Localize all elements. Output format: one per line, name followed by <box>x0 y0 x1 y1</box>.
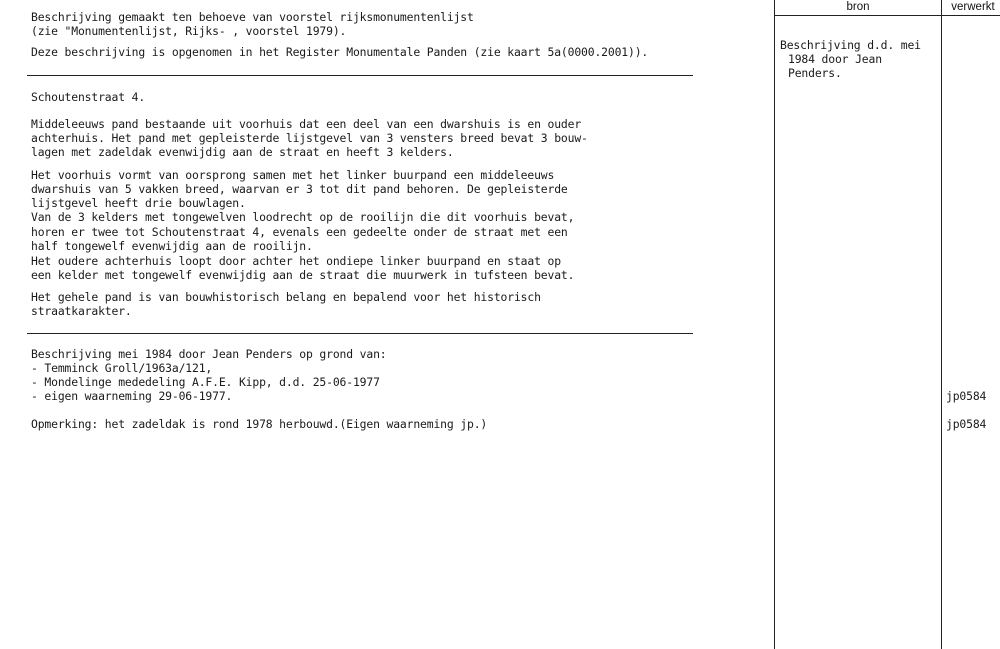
sources-line-3: - Mondelinge mededeling A.F.E. Kipp, d.d. 25-06-1977 <box>31 375 380 389</box>
bron-line-2: 1984 door Jean <box>788 52 882 66</box>
divider-2 <box>27 333 693 334</box>
para1-line-2: achterhuis. Het pand met gepleisterde lijstgevel van 3 vensters breed bevat 3 bouw- <box>31 131 588 145</box>
header-underline <box>774 15 1000 16</box>
column-divider-left <box>774 0 775 649</box>
para1-line-3: lagen met zadeldak evenwijdig aan de straat en heeft 3 kelders. <box>31 145 454 159</box>
verwerkt-column-header: verwerkt <box>951 1 995 13</box>
para2-line-5: horen er twee tot Schoutenstraat 4, evenals een gedeelte onder de straat met een <box>31 225 568 239</box>
para1-line-1: Middeleeuws pand bestaande uit voorhuis dat een deel van een dwarshuis is en ouder <box>31 117 582 131</box>
para2-line-7: Het oudere achterhuis loopt door achter het ondiepe linker buurpand en staat op <box>31 254 561 268</box>
sources-line-2: - Temminck Groll/1963a/121, <box>31 361 213 375</box>
column-divider-right <box>941 0 942 649</box>
para2-line-3: lijstgevel heeft drie bouwlagen. <box>31 196 246 210</box>
intro-line-2: (zie "Monumentenlijst, Rijks- , voorstel 1979). <box>31 24 347 38</box>
bron-line-3: Penders. <box>788 66 842 80</box>
address-heading: Schoutenstraat 4. <box>31 90 146 104</box>
remark-line: Opmerking: het zadeldak is rond 1978 herbouwd.(Eigen waarneming jp.) <box>31 417 488 431</box>
register-line: Deze beschrijving is opgenomen in het Register Monumentale Panden (zie kaart 5a(0000.2001)). <box>31 45 649 59</box>
para2-line-1: Het voorhuis vormt van oorsprong samen met het linker buurpand een middeleeuws <box>31 168 555 182</box>
para2-line-8: een kelder met tongewelf evenwijdig aan de straat die muurwerk in tufsteen bevat. <box>31 268 575 282</box>
intro-line-1: Beschrijving gemaakt ten behoeve van voorstel rijksmonumentenlijst <box>31 10 474 24</box>
para2-line-6: half tongewelf evenwijdig aan de rooilijn. <box>31 239 313 253</box>
divider-1 <box>27 75 693 76</box>
verwerkt-code-2: jp0584 <box>946 417 987 431</box>
sources-line-1: Beschrijving mei 1984 door Jean Penders op grond van: <box>31 347 387 361</box>
para2-line-2: dwarshuis van 5 vakken breed, waarvan er 3 tot dit pand behoren. De gepleisterde <box>31 182 568 196</box>
para3-line-1: Het gehele pand is van bouwhistorisch belang en bepalend voor het historisch <box>31 290 541 304</box>
sources-line-4: - eigen waarneming 29-06-1977. <box>31 389 233 403</box>
para2-line-4: Van de 3 kelders met tongewelven loodrecht op de rooilijn die dit voorhuis bevat, <box>31 210 575 224</box>
bron-column-header: bron <box>846 1 870 13</box>
para3-line-2: straatkarakter. <box>31 304 132 318</box>
bron-line-1: Beschrijving d.d. mei <box>780 38 921 52</box>
verwerkt-code-1: jp0584 <box>946 389 987 403</box>
